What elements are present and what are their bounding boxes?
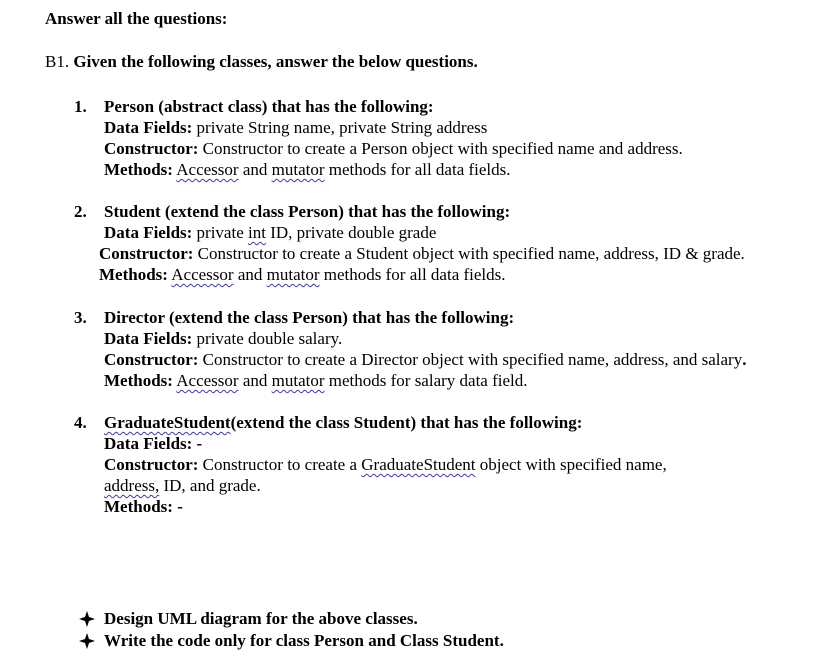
mutator-word: mutator [271, 160, 325, 179]
diamond-bullet-icon [78, 610, 96, 628]
task-uml: Design UML diagram for the above classes. [104, 609, 418, 628]
task-code: Write the code only for class Person and Class Student. [104, 631, 504, 650]
section-label: B1. [45, 52, 70, 71]
constructor-period: . [742, 350, 747, 369]
section-title: Given the following classes, answer the below questions. [73, 52, 478, 71]
item-number: 1. [74, 97, 87, 116]
item-number: 2. [74, 202, 87, 221]
methods-and: and [233, 265, 267, 284]
accessor-word: Accessor [171, 265, 234, 284]
constructor-line [99, 243, 745, 264]
item-title: Student (extend the class Person) that has the following: [104, 202, 511, 221]
methods-label: Methods: [104, 371, 173, 390]
constructor-line [104, 138, 683, 159]
data-fields-post: ID, private double grade [265, 223, 437, 242]
graduatestudent-word: GraduateStudent [361, 455, 476, 474]
accessor-word: Accessor [176, 371, 239, 390]
item-number: 4. [74, 413, 87, 432]
methods-rest: methods for all data fields. [324, 160, 511, 179]
data-fields-line [104, 222, 436, 243]
address-word: address, [104, 476, 160, 495]
methods-rest: methods for all data fields. [319, 265, 506, 284]
data-fields-line [104, 328, 342, 349]
section-heading [45, 51, 478, 72]
data-fields-label: Data Fields: [104, 329, 193, 348]
methods-rest: methods for salary data field. [324, 371, 528, 390]
constructor-label: Constructor: [104, 139, 199, 158]
instructions-heading: Answer all the questions: [45, 9, 228, 28]
item-title: Director (extend the class Person) that has the following: [104, 308, 515, 327]
constructor-value: Constructor to create a Student object with specified name, address, ID & grade. [193, 244, 745, 263]
constructor-label: Constructor: [104, 350, 199, 369]
constructor-value: Constructor to create a Person object with specified name and address. [198, 139, 683, 158]
methods-line [99, 264, 506, 285]
methods-label: Methods: [104, 160, 173, 179]
constructor-post: object with specified name, [475, 455, 667, 474]
methods-line [104, 159, 511, 180]
data-fields-label: Data Fields: [104, 118, 193, 137]
methods-and: and [238, 160, 272, 179]
mutator-word: mutator [266, 265, 320, 284]
data-fields-pre: private [192, 223, 248, 242]
constructor-label: Constructor: [104, 455, 199, 474]
item-title [104, 412, 582, 433]
methods-line [104, 370, 528, 391]
data-fields-value: private double salary. [192, 329, 343, 348]
constructor-label: Constructor: [99, 244, 194, 263]
data-fields-value: private String name, private String address [192, 118, 488, 137]
diamond-bullet-icon [78, 632, 96, 650]
accessor-word: Accessor [176, 160, 239, 179]
methods-line: Methods: - [104, 497, 183, 516]
constructor-line [104, 454, 667, 475]
constructor-line-2-rest: ID, and grade. [159, 476, 261, 495]
item-title-rest: (extend the class Student) that has the following: [230, 413, 583, 432]
constructor-line-2 [104, 475, 261, 496]
data-fields-label: Data Fields: [104, 223, 193, 242]
constructor-line [104, 349, 746, 370]
constructor-value: Constructor to create a Director object with specified name, address, and salary [198, 350, 743, 369]
int-word: int [248, 223, 266, 242]
data-fields-line: Data Fields: - [104, 434, 203, 453]
methods-and: and [238, 371, 272, 390]
graduatestudent-word: GraduateStudent [104, 413, 231, 432]
item-number: 3. [74, 308, 87, 327]
data-fields-line [104, 117, 487, 138]
constructor-pre: Constructor to create a [198, 455, 362, 474]
item-title: Person (abstract class) that has the following: [104, 97, 434, 116]
methods-label: Methods: [99, 265, 168, 284]
mutator-word: mutator [271, 371, 325, 390]
